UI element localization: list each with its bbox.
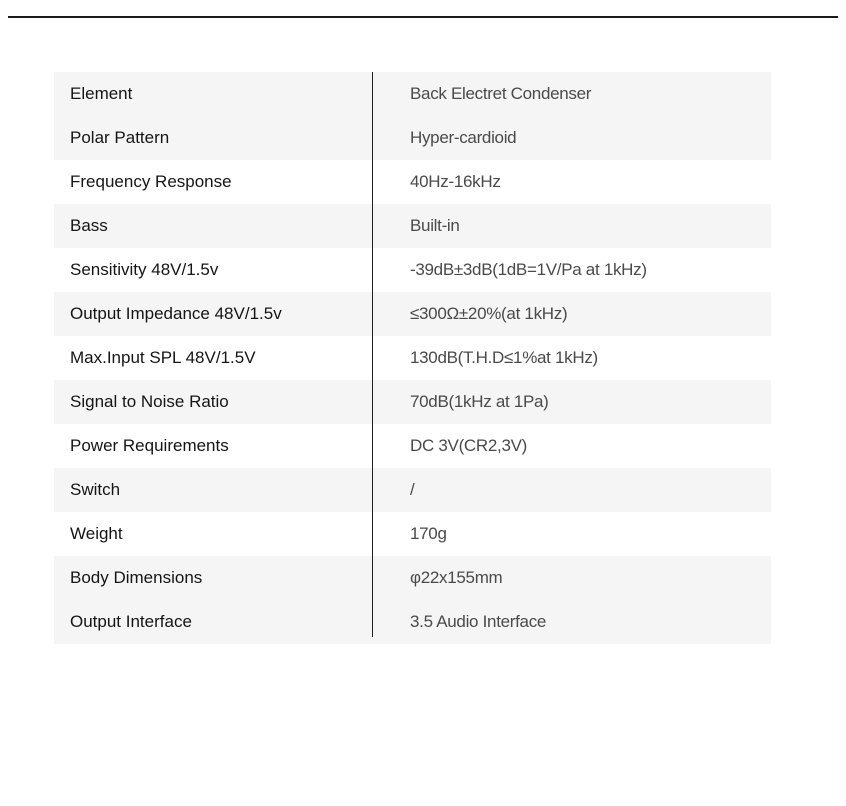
- spec-label: Element: [70, 84, 133, 103]
- spec-label: Frequency Response: [70, 172, 232, 191]
- column-divider: [372, 72, 373, 637]
- spec-row-polar-pattern: [54, 116, 771, 160]
- spec-value: 130dB(T.H.D≤1%at 1kHz): [410, 348, 598, 367]
- spec-row-switch: [54, 468, 771, 512]
- spec-label: Weight: [70, 524, 123, 543]
- spec-value: 170g: [410, 524, 447, 543]
- spec-value: 70dB(1kHz at 1Pa): [410, 392, 549, 411]
- spec-label: Sensitivity 48V/1.5v: [70, 260, 219, 279]
- spec-row-max-input-spl: [54, 336, 771, 380]
- spec-row-frequency-response: [54, 160, 771, 204]
- spec-row-element: [54, 72, 771, 116]
- spec-label: Max.Input SPL 48V/1.5V: [70, 348, 256, 367]
- spec-row-power-requirements: [54, 424, 771, 468]
- spec-label: Body Dimensions: [70, 568, 203, 587]
- spec-row-weight: [54, 512, 771, 556]
- spec-label: Power Requirements: [70, 436, 229, 455]
- spec-value: Back Electret Condenser: [410, 84, 592, 103]
- spec-row-signal-to-noise: [54, 380, 771, 424]
- spec-row-output-impedance: [54, 292, 771, 336]
- spec-row-sensitivity: [54, 248, 771, 292]
- spec-value: 40Hz-16kHz: [410, 172, 501, 191]
- spec-value: φ22x155mm: [410, 568, 503, 587]
- spec-label: Output Impedance 48V/1.5v: [70, 304, 282, 323]
- spec-row-bass: [54, 204, 771, 248]
- spec-row-output-interface: [54, 600, 771, 644]
- spec-value: 3.5 Audio Interface: [410, 612, 547, 631]
- spec-value: ≤300Ω±20%(at 1kHz): [410, 304, 568, 323]
- spec-value: Hyper-cardioid: [410, 128, 517, 147]
- spec-value: Built-in: [410, 216, 460, 235]
- spec-label: Output Interface: [70, 612, 192, 631]
- spec-value: -39dB±3dB(1dB=1V/Pa at 1kHz): [410, 260, 647, 279]
- spec-value: DC 3V(CR2,3V): [410, 436, 528, 455]
- spec-row-body-dimensions: [54, 556, 771, 600]
- spec-value: /: [410, 480, 415, 499]
- spec-table: [54, 72, 771, 644]
- top-rule: [8, 16, 838, 18]
- spec-label: Signal to Noise Ratio: [70, 392, 229, 411]
- spec-label: Bass: [70, 216, 108, 235]
- spec-label: Polar Pattern: [70, 128, 170, 147]
- spec-label: Switch: [70, 480, 121, 499]
